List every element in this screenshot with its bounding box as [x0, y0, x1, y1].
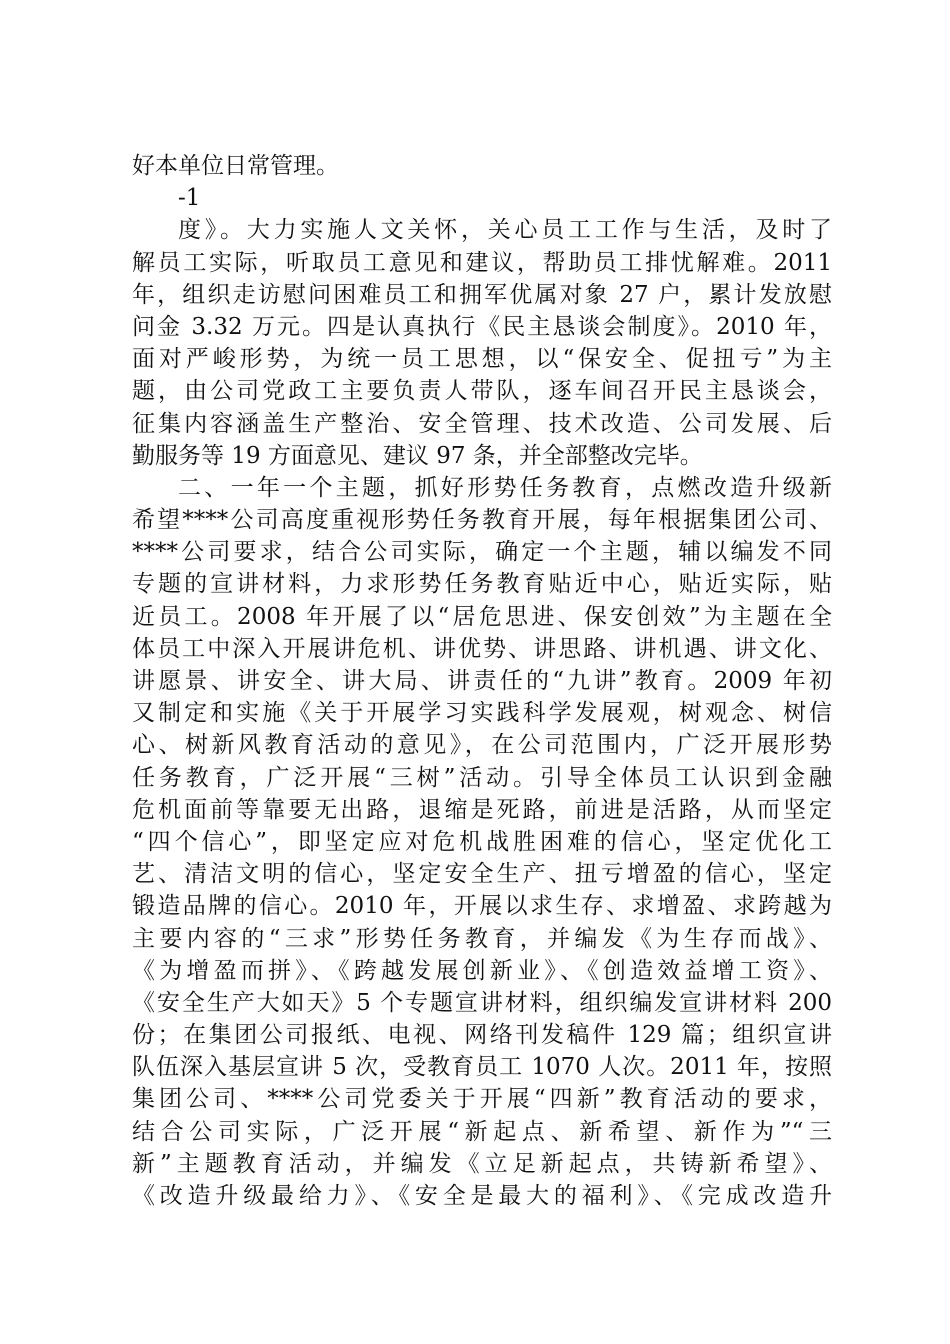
text-line: 心、树新风教育活动的意见》，在公司范围内，广泛开展形势	[132, 732, 832, 759]
text-line: 解员工实际，听取员工意见和建议，帮助员工排忧解难。2011	[132, 249, 832, 276]
text-line: 危机面前等靠要无出路，退缩是死路，前进是活路，从而坚定	[132, 796, 832, 823]
text-line: 勤服务等 19 方面意见、建议 97 条，并全部整改完毕。	[132, 442, 703, 469]
text-line: 又制定和实施《关于开展学习实践科学发展观，树观念、树信	[132, 700, 832, 727]
text-line: 题，由公司党政工主要负责人带队，逐车间召开民主恳谈会，	[132, 378, 832, 405]
text-line: 征集内容涵盖生产整治、安全管理、技术改造、公司发展、后	[132, 410, 832, 437]
text-line: 主要内容的“三求”形势任务教育，并编发《为生存而战》、	[132, 925, 832, 952]
text-line: 好本单位日常管理。	[132, 153, 339, 179]
text-line: 艺、清洁文明的信心，坚定安全生产、扭亏增盈的信心，坚定	[132, 861, 832, 888]
text-line: 队伍深入基层宣讲 5 次，受教育员工 1070 人次。2011 年，按照	[132, 1054, 832, 1081]
text-line: 《安全生产大如天》5 个专题宣讲材料，组织编发宣讲材料 200	[132, 989, 832, 1016]
text-line: 份；在集团公司报纸、电视、网络刊发稿件 129 篇；组织宣讲	[132, 1022, 832, 1049]
text-line: 结合公司实际，广泛开展“新起点、新希望、新作为”“三	[132, 1118, 832, 1145]
text-line: 《为增盈而拼》、《跨越发展创新业》、《创造效益增工资》、	[132, 957, 832, 984]
text-line: 任务教育，广泛开展“三树”活动。引导全体员工认识到金融	[132, 764, 832, 791]
text-line: 近员工。2008 年开展了以“居危思进、保安创效”为主题在全	[132, 603, 832, 630]
text-line: “四个信心”，即坚定应对危机战胜困难的信心，坚定优化工	[132, 828, 832, 855]
text-line: 问金 3.32 万元。四是认真执行《民主恳谈会制度》。2010 年，	[132, 313, 832, 340]
text-line: 专题的宣讲材料，力求形势任务教育贴近中心，贴近实际，贴	[132, 571, 832, 598]
text-line: 希望****公司高度重视形势任务教育开展，每年根据集团公司、	[132, 507, 832, 534]
text-line: 集团公司、****公司党委关于开展“四新”教育活动的要求，	[132, 1086, 832, 1113]
text-line: 面对严峻形势，为统一员工思想，以“保安全、促扭亏”为主	[132, 346, 832, 373]
text-line: 锻造品牌的信心。2010 年，开展以求生存、求增盈、求跨越为	[132, 893, 832, 920]
text-line: 度》。大力实施人文关怀，关心员工工作与生活，及时了	[178, 217, 832, 244]
text-line: 《改造升级最给力》、《安全是最大的福利》、《完成改造升	[132, 1183, 832, 1209]
page-number: -1	[178, 185, 201, 212]
text-line: 体员工中深入开展讲危机、讲优势、讲思路、讲机遇、讲文化、	[132, 635, 832, 662]
body-text	[132, 150, 832, 1212]
text-line: ****公司要求，结合公司实际，确定一个主题，辅以编发不同	[132, 539, 832, 566]
text-line: 年，组织走访慰问困难员工和拥军优属对象 27 户，累计发放慰	[132, 281, 832, 308]
text-line: 讲愿景、讲安全、讲大局、讲责任的“九讲”教育。2009 年初	[132, 668, 832, 694]
text-line: 二、一年一个主题，抓好形势任务教育，点燃改造升级新	[178, 474, 832, 501]
text-line: 新”主题教育活动，并编发《立足新起点，共铸新希望》、	[132, 1150, 832, 1177]
